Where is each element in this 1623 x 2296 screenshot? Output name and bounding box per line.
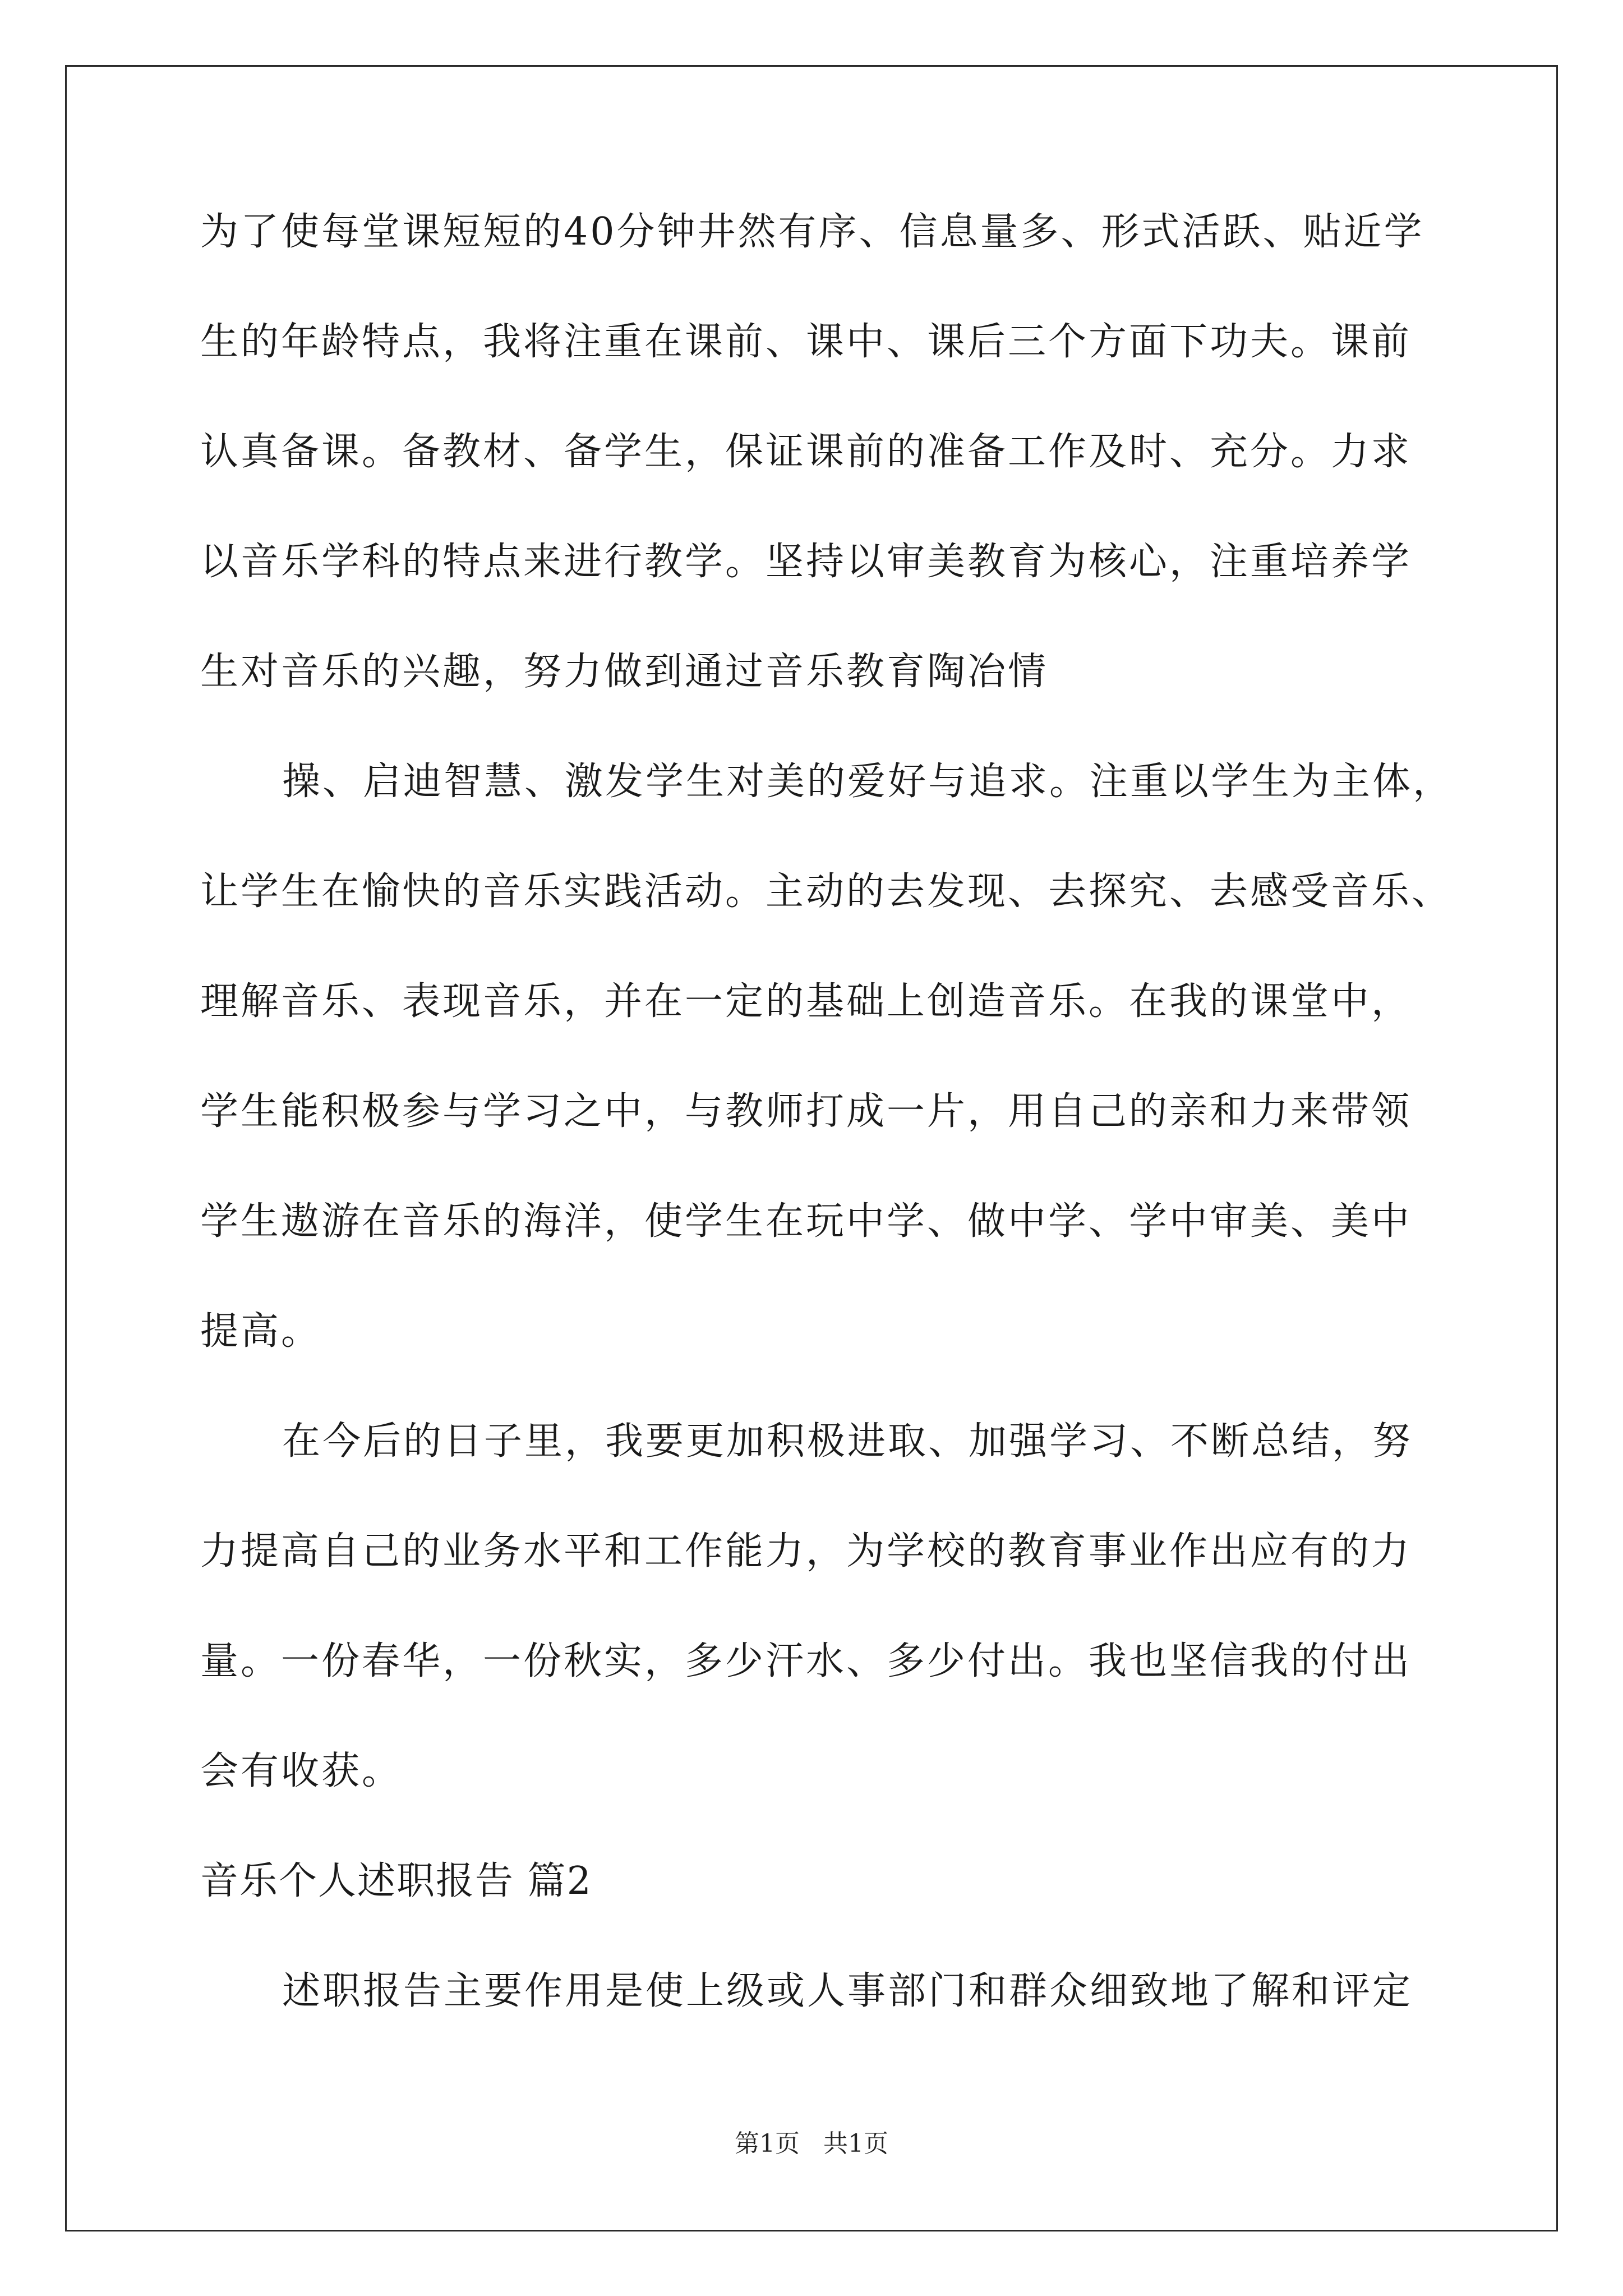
text-line: 认真备课。备教材、备学生，保证课前的准备工作及时、充分。力求 <box>200 430 1412 474</box>
text-line: 理解音乐、表现音乐，并在一定的基础上创造音乐。在我的课堂中， <box>200 979 1412 1024</box>
document-body <box>200 210 1468 2082</box>
text-line: 提高。 <box>200 1309 322 1354</box>
text-line: 操、启迪智慧、激发学生对美的爱好与追求。注重以学生为主体， <box>282 760 1454 804</box>
page-total: 共1页 <box>823 2129 888 2158</box>
text-line: 生对音乐的兴趣，努力做到通过音乐教育陶冶情 <box>200 650 1049 694</box>
text-line: 学生遨游在音乐的海洋，使学生在玩中学、做中学、学中审美、美中 <box>200 1199 1412 1244</box>
text-line: 学生能积极参与学习之中，与教师打成一片，用自己的亲和力来带领 <box>200 1089 1412 1134</box>
page-footer <box>0 2129 1623 2158</box>
text-line: 为了使每堂课短短的40分钟井然有序、信息量多、形式活跃、贴近学 <box>200 210 1424 254</box>
section-heading: 音乐个人述职报告 篇2 <box>200 1859 592 1903</box>
text-line: 以音乐学科的特点来进行教学。坚持以审美教育为核心，注重培养学 <box>200 540 1412 584</box>
text-line: 让学生在愉快的音乐实践活动。主动的去发现、去探究、去感受音乐、 <box>200 869 1453 914</box>
text-line: 力提高自己的业务水平和工作能力，为学校的教育事业作出应有的力 <box>200 1529 1412 1573</box>
text-line: 述职报告主要作用是使上级或人事部门和群众细致地了解和评定 <box>282 1969 1413 2013</box>
text-line: 会有收获。 <box>200 1749 403 1793</box>
page-number: 第1页 <box>735 2129 800 2158</box>
text-line: 生的年龄特点，我将注重在课前、课中、课后三个方面下功夫。课前 <box>200 320 1412 364</box>
text-line: 在今后的日子里，我要更加积极进取、加强学习、不断总结，努 <box>282 1419 1413 1464</box>
text-line: 量。一份春华，一份秋实，多少汗水、多少付出。我也坚信我的付出 <box>200 1639 1412 1683</box>
